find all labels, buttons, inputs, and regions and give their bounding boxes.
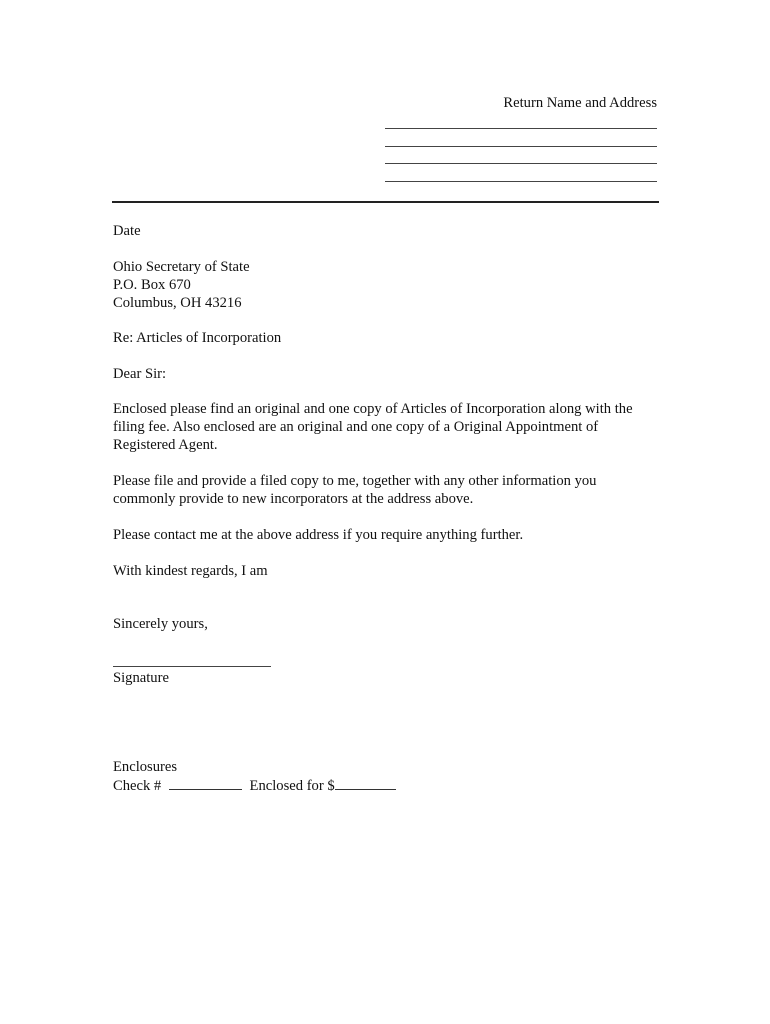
recipient-line-1: Ohio Secretary of State	[113, 259, 250, 275]
enclosures-label: Enclosures	[113, 759, 178, 775]
enclosed-amount-field[interactable]	[335, 776, 396, 790]
return-address-line-3[interactable]	[385, 163, 657, 164]
paragraph-enclosed-line-1: Enclosed please find an original and one copy of Articles of Incorporation along with the	[113, 401, 633, 417]
subject-line: Re: Articles of Incorporation	[113, 330, 282, 346]
regards-line: With kindest regards, I am	[113, 563, 268, 579]
check-enclosure-line	[113, 776, 658, 795]
return-address-line-1[interactable]	[385, 128, 657, 129]
check-number-label: Check #	[113, 778, 162, 794]
paragraph-enclosed-line-2: filing fee. Also enclosed are an original and one copy of a Original Appointment of	[113, 419, 599, 435]
recipient-line-2: P.O. Box 670	[113, 277, 191, 293]
header-divider	[112, 201, 659, 203]
closing-line: Sincerely yours,	[113, 616, 208, 632]
return-address-title: Return Name and Address	[503, 95, 657, 111]
signature-label: Signature	[113, 670, 169, 686]
return-address-line-4[interactable]	[385, 181, 657, 182]
salutation: Dear Sir:	[113, 366, 167, 382]
paragraph-enclosed-line-3: Registered Agent.	[113, 437, 218, 453]
return-address-line-2[interactable]	[385, 146, 657, 147]
paragraph-contact: Please contact me at the above address if you require anything further.	[113, 527, 524, 543]
paragraph-enclosed	[113, 400, 658, 454]
return-address-block	[385, 94, 657, 112]
enclosed-for-label: Enclosed for $	[249, 778, 335, 794]
recipient-address	[113, 258, 658, 312]
signature-line[interactable]	[113, 666, 271, 667]
recipient-line-3: Columbus, OH 43216	[113, 295, 242, 311]
date-label: Date	[113, 223, 141, 239]
paragraph-file-request-line-2: commonly provide to new incorporators at the address above.	[113, 491, 474, 507]
check-number-field[interactable]	[169, 776, 242, 790]
paragraph-file-request-line-1: Please file and provide a filed copy to me, together with any other information you	[113, 473, 597, 489]
paragraph-file-request	[113, 472, 658, 508]
